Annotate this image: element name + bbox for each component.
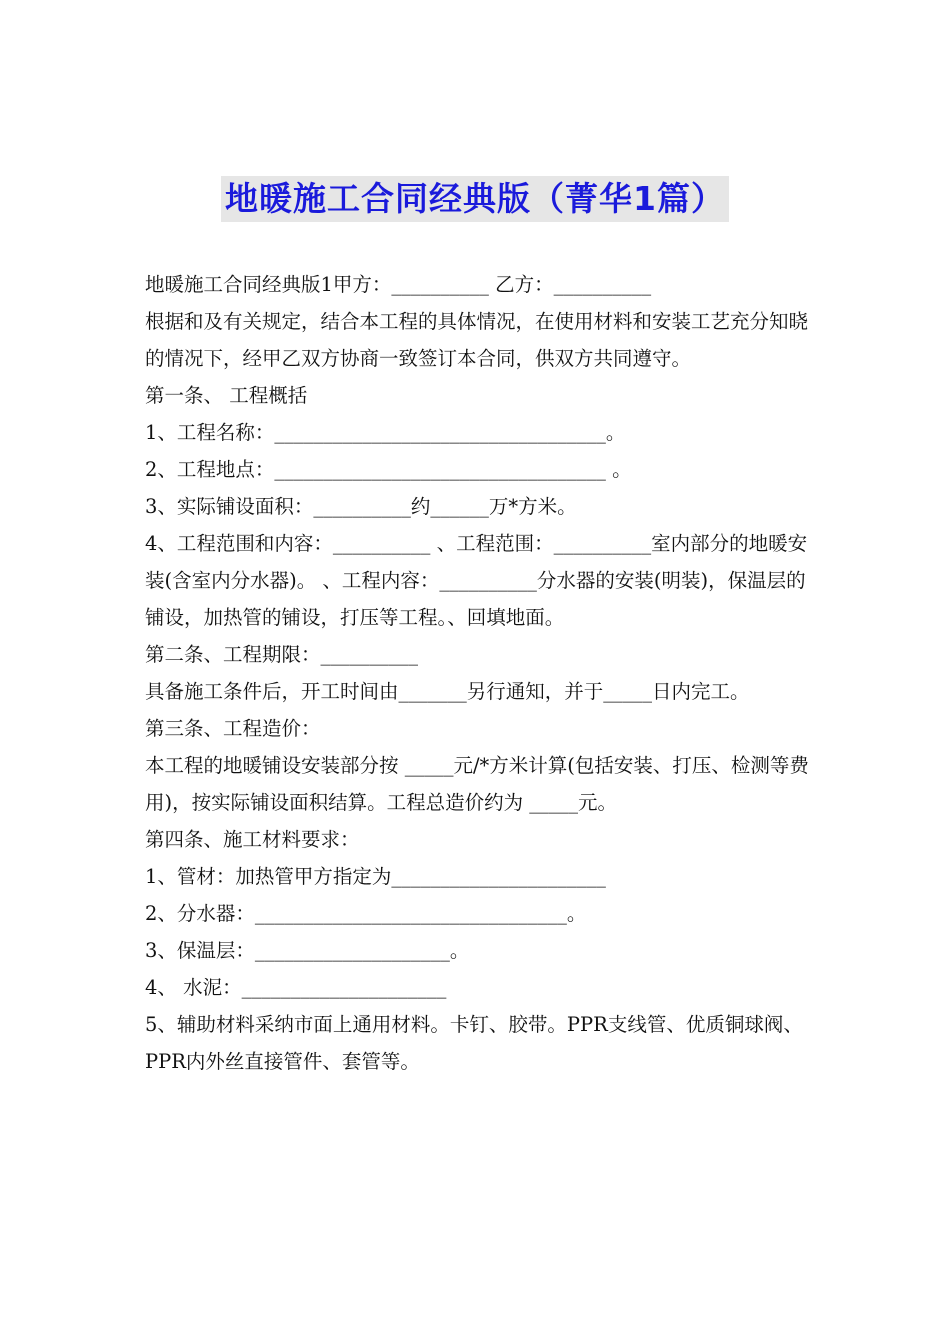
project-name-line: 1、工程名称：__________________________________。: [145, 421, 626, 444]
document-title: 地暖施工合同经典版（菁华1篇）: [221, 176, 729, 222]
project-scope-paragraph: 4、工程范围和内容：__________ 、工程范围：__________室内部分的地暖安装(含室内分水器)。 、工程内容：__________分水器的安装(明装)，保温层的铺设，加热管的铺设，打压等工程。、回填地面。: [145, 532, 808, 629]
article-3-heading: 第三条、工程造价：: [145, 717, 321, 740]
article-4-heading: 第四条、施工材料要求：: [145, 828, 360, 851]
title-container: [0, 176, 950, 222]
material-manifold-line: 2、分水器：________________________________。: [145, 902, 587, 925]
material-insulation-line: 3、保温层：____________________。: [145, 939, 470, 962]
schedule-paragraph: 具备施工条件后，开工时间由_______另行通知，并于_____日内完工。: [145, 680, 750, 703]
contract-parties-line: 地暖施工合同经典版1甲方：__________ 乙方：__________: [145, 273, 652, 296]
article-1-heading: 第一条、 工程概括: [145, 384, 308, 407]
material-auxiliary-paragraph: 5、辅助材料采纳市面上通用材料。卡钉、胶带。PPR支线管、优质铜球阀、PPR内外丝直接管件、套管等。: [145, 1013, 803, 1073]
article-2-heading: 第二条、工程期限：__________: [145, 643, 419, 666]
preamble-paragraph: 根据和及有关规定，结合本工程的具体情况，在使用材料和安装工艺充分知晓的情况下，经甲乙双方协商一致签订本合同，供双方共同遵守。: [145, 310, 809, 370]
cost-paragraph: 本工程的地暖铺设安装部分按 _____元/*方米计算(包括安装、打压、检测等费用)，按实际铺设面积结算。工程总造价约为 _____元。: [145, 754, 809, 814]
laying-area-line: 3、实际铺设面积：__________约______万*方米。: [145, 495, 577, 518]
material-cement-line: 4、 水泥：_____________________: [145, 976, 447, 999]
project-location-line: 2、工程地点：__________________________________ 。: [145, 458, 632, 481]
material-pipe-line: 1、管材：加热管甲方指定为______________________: [145, 865, 606, 888]
document-body: [145, 266, 815, 1080]
